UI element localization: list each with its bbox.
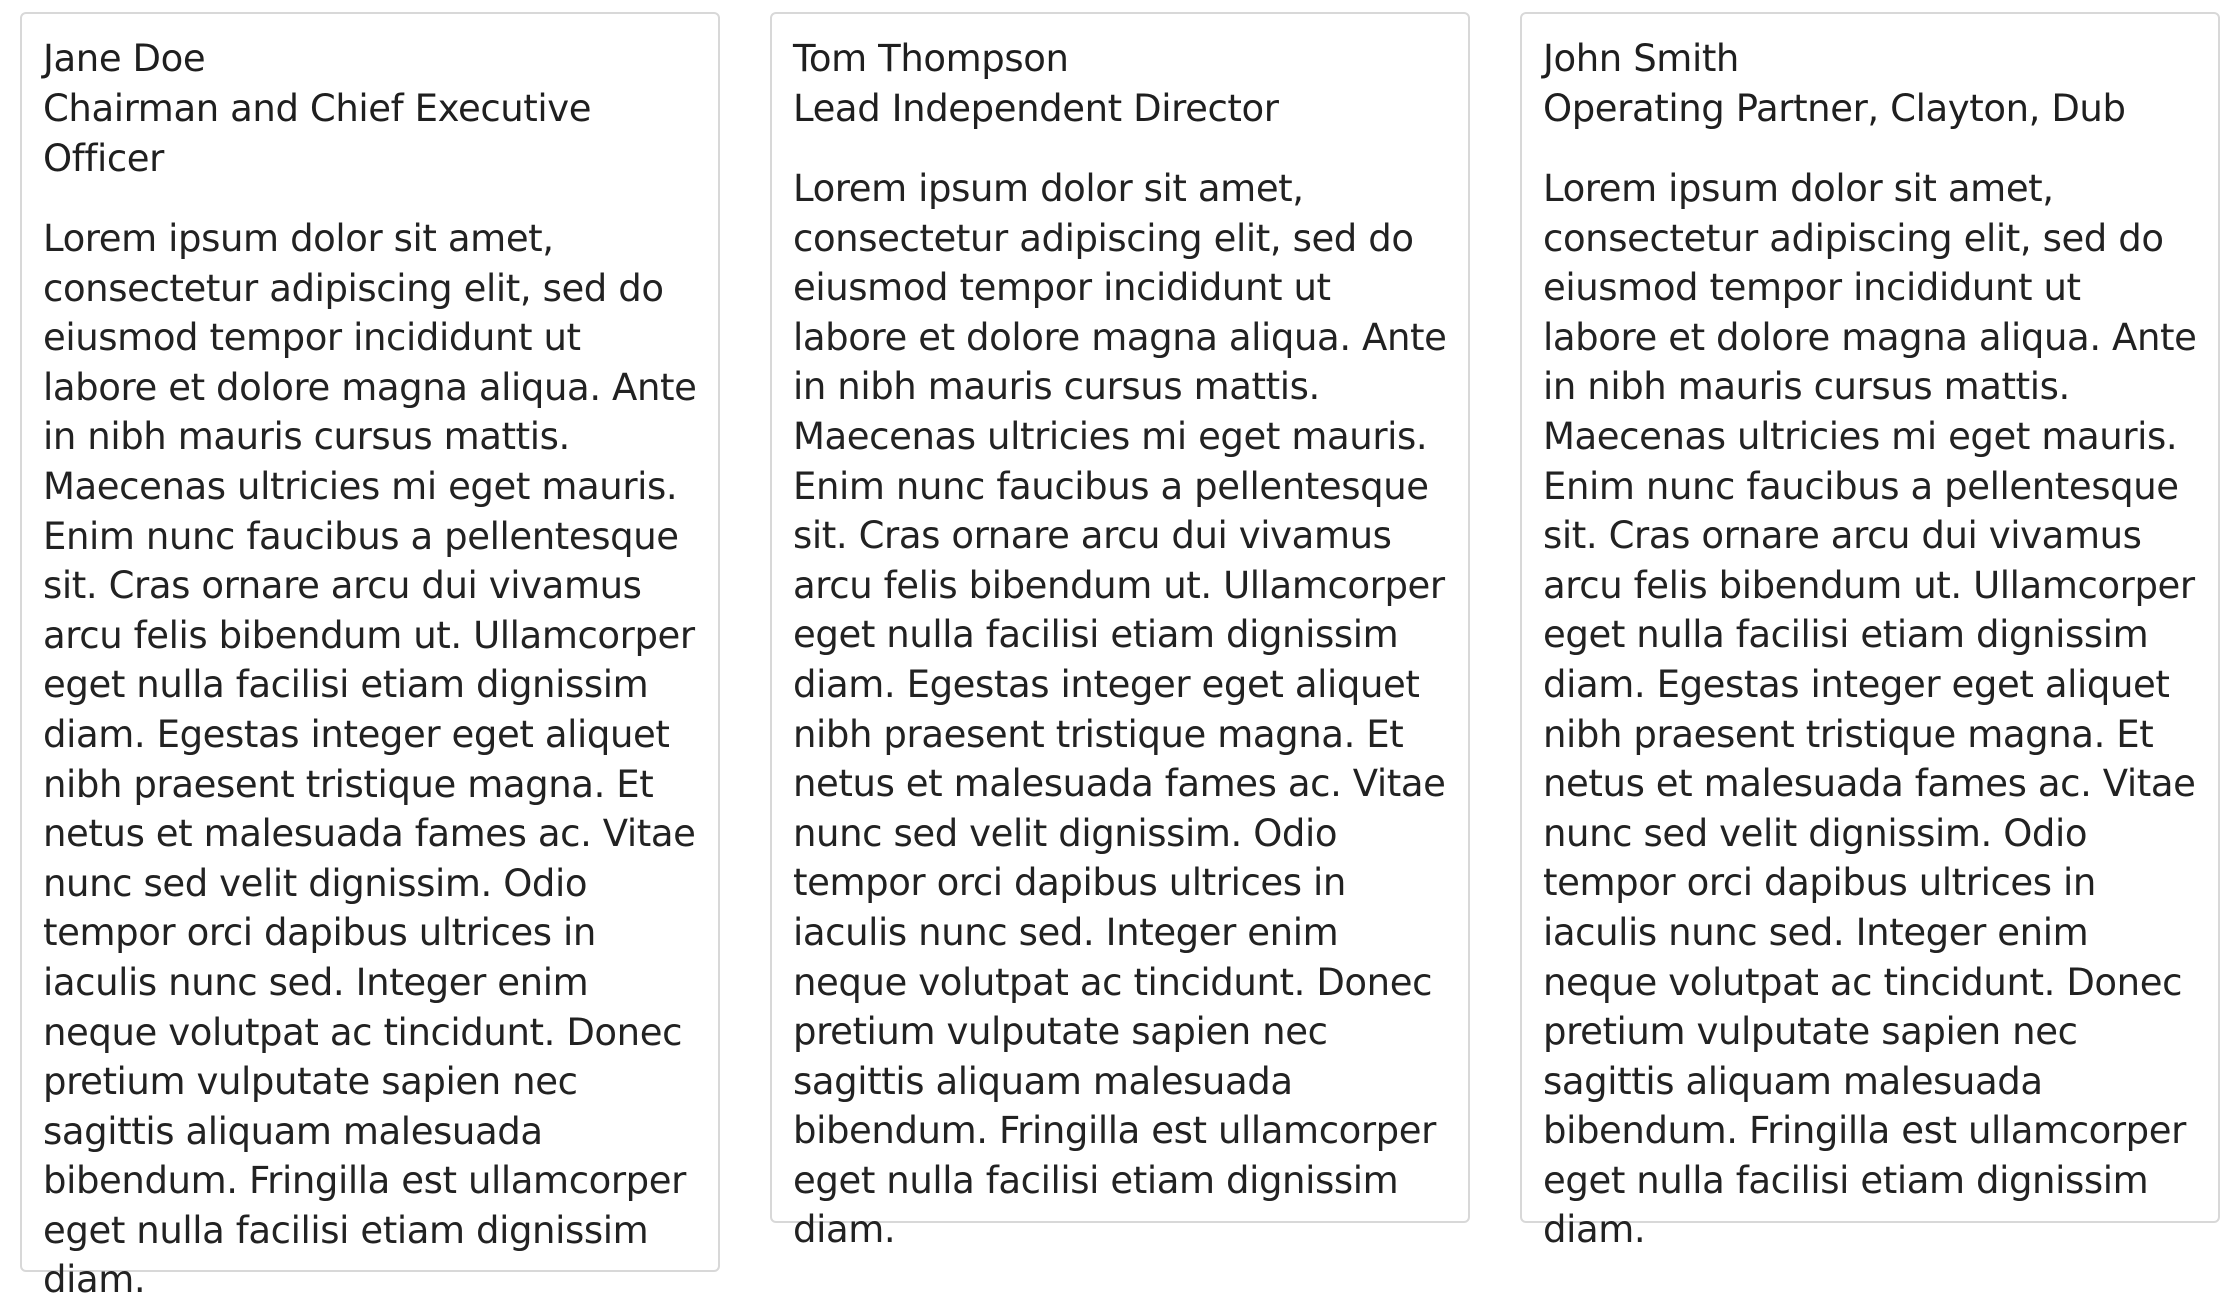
- profile-name: Tom Thompson: [793, 37, 1069, 80]
- profile-card-tom-thompson: [770, 12, 1470, 1252]
- profile-card-john-smith: [1520, 12, 2220, 1252]
- profile-card-jane-doe: [20, 12, 720, 1302]
- profile-bio: Lorem ipsum dolor sit amet, consectetur adipiscing elit, sed do eiusmod tempor incididunt ut labore et dolore magna aliqua. Ante in nibh mauris cursus mattis. Maecenas ultricies mi eget mauris. Enim nunc faucibus a pellentesque sit. Cras ornare arcu dui vivamus arcu felis bibendum ut. Ullamcorper eget nulla facilisi etiam dignissim diam. Egestas integer eget aliquet nibh praesent tristique magna. Et netus et malesuada fames ac. Vitae nunc sed velit dignissim. Odio tempor orci dapibus ultrices in iaculis nunc sed. Integer enim neque volutpat ac tincidunt. Donec pretium vulputate sapien nec sagittis aliquam malesuada bibendum. Fringilla est ullamcorper eget nulla facilisi etiam dignissim diam.: [43, 217, 697, 1302]
- profile-role: Lead Independent Director: [793, 87, 1279, 130]
- profile-role: Operating Partner, Clayton, Dub: [1543, 87, 2126, 130]
- profile-role: Chairman and Chief Executive Officer: [43, 87, 592, 180]
- profile-name: John Smith: [1543, 37, 1739, 80]
- profile-bio: Lorem ipsum dolor sit amet, consectetur adipiscing elit, sed do eiusmod tempor incididunt ut labore et dolore magna aliqua. Ante in nibh mauris cursus mattis. Maecenas ultricies mi eget mauris. Enim nunc faucibus a pellentesque sit. Cras ornare arcu dui vivamus arcu felis bibendum ut. Ullamcorper eget nulla facilisi etiam dignissim diam. Egestas integer eget aliquet nibh praesent tristique magna. Et netus et malesuada fames ac. Vitae nunc sed velit dignissim. Odio tempor orci dapibus ultrices in iaculis nunc sed. Integer enim neque volutpat ac tincidunt. Donec pretium vulputate sapien nec sagittis aliquam malesuada bibendum. Fringilla est ullamcorper eget nulla facilisi etiam dignissim diam.: [793, 167, 1447, 1252]
- profile-bio: Lorem ipsum dolor sit amet, consectetur adipiscing elit, sed do eiusmod tempor incididunt ut labore et dolore magna aliqua. Ante in nibh mauris cursus mattis. Maecenas ultricies mi eget mauris. Enim nunc faucibus a pellentesque sit. Cras ornare arcu dui vivamus arcu felis bibendum ut. Ullamcorper eget nulla facilisi etiam dignissim diam. Egestas integer eget aliquet nibh praesent tristique magna. Et netus et malesuada fames ac. Vitae nunc sed velit dignissim. Odio tempor orci dapibus ultrices in iaculis nunc sed. Integer enim neque volutpat ac tincidunt. Donec pretium vulputate sapien nec sagittis aliquam malesuada bibendum. Fringilla est ullamcorper eget nulla facilisi etiam dignissim diam.: [1543, 167, 2197, 1252]
- profile-name: Jane Doe: [43, 37, 206, 80]
